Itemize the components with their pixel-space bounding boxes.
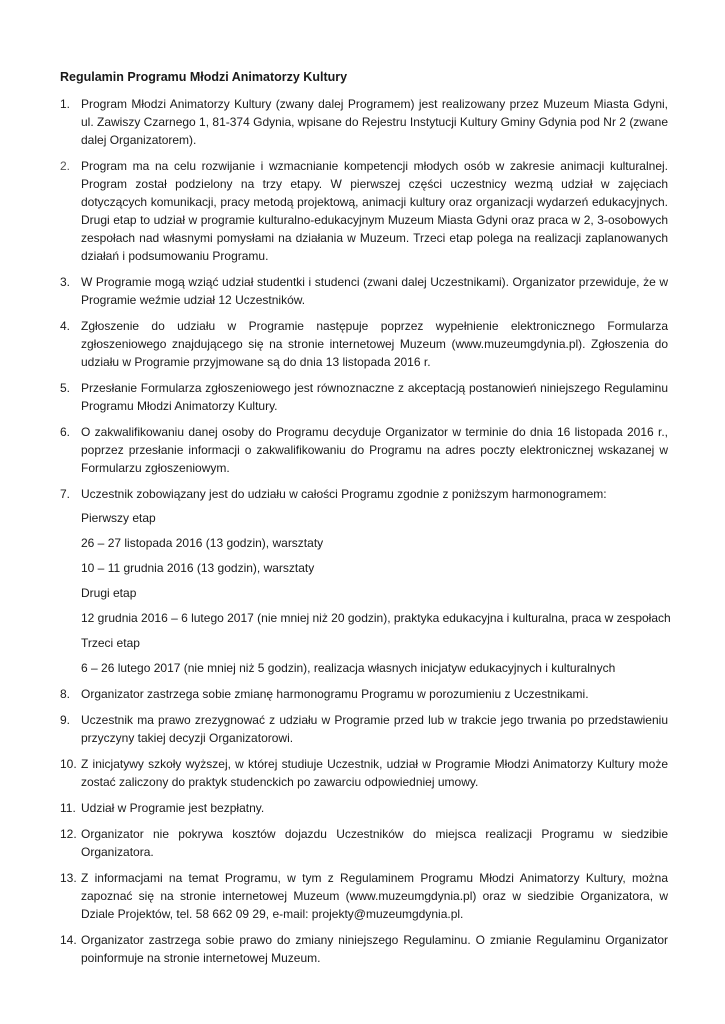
item-text: Z informacjami na temat Programu, w tym z Regulaminem Programu Młodzi Animatorzy Kultury, można zapoznać się na stronie internetowej Muzeum (www.muzeumgdynia.pl) oraz w siedzibie Organizatora, w Dziale Projektów, tel. 58 662 09 29, e-mail: projekty@muzeumgdynia.pl. [81, 871, 668, 921]
regulation-item [60, 423, 668, 477]
regulation-item [60, 273, 668, 309]
regulation-item [60, 931, 668, 967]
schedule-line: Drugi etap [81, 586, 137, 600]
item-text: Przesłanie Formularza zgłoszeniowego jest równoznaczne z akceptacją postanowień niniejszego Regulaminu Programu Młodzi Animatorzy Kultury. [81, 381, 668, 413]
item-text: Zgłoszenie do udziału w Programie następuje poprzez wypełnienie elektronicznego Formularza zgłoszeniowego znajdującego się na stronie internetowej Muzeum (www.muzeumgdynia.pl). Zgłoszenia do udziału w Programie przyjmowane są do dnia 13 listopada 2016 r. [81, 319, 668, 369]
item-number: 12. [60, 827, 77, 841]
schedule-line: 10 – 11 grudnia 2016 (13 godzin), warsztaty [81, 561, 315, 575]
schedule-line: 12 grudnia 2016 – 6 lutego 2017 (nie mniej niż 20 godzin), praktyka edukacyjna i kulturalna, praca w zespołach [81, 611, 671, 625]
item-text: Udział w Programie jest bezpłatny. [81, 801, 265, 815]
item-text: W Programie mogą wziąć udział studentki i studenci (zwani dalej Uczestnikami). Organizator przewiduje, że w Programie weźmie udział 12 Uczestników. [81, 275, 668, 307]
regulation-item [60, 317, 668, 371]
item-number: 8. [60, 687, 71, 701]
item-number: 3. [60, 275, 71, 289]
regulation-item [60, 711, 668, 747]
regulation-item [60, 485, 671, 677]
item-number: 2. [60, 159, 71, 173]
item-text: Organizator zastrzega sobie prawo do zmiany niniejszego Regulaminu. O zmianie Regulaminu Organizator poinformuje na stronie internetowej Muzeum. [81, 933, 668, 965]
item-text: Program ma na celu rozwijanie i wzmacnianie kompetencji młodych osób w zakresie animacji kulturalnej. Program został podzielony na trzy etapy. W pierwszej części uczestnicy wezmą udział w zajęciach dotyczących komunikacji, pracy metodą projektową, animacji kultury oraz organizacji wydarzeń edukacyjnych. Drugi etap to udział w programie kulturalno-edukacyjnym Muzeum Miasta Gdyni oraz praca w 2, 3-osobowych zespołach nad własnymi pomysłami na działania w Muzeum. Trzeci etap polega na realizacji zaplanowanych działań i podsumowaniu Programu. [81, 159, 668, 263]
document-title: Regulamin Programu Młodzi Animatorzy Kultury [60, 70, 348, 84]
regulation-item [60, 157, 668, 265]
schedule [81, 509, 671, 677]
regulation-item [60, 379, 668, 415]
item-text: Organizator zastrzega sobie zmianę harmonogramu Programu w porozumieniu z Uczestnikami. [81, 687, 589, 701]
item-number: 13. [60, 871, 77, 885]
item-text: Uczestnik ma prawo zrezygnować z udziału w Programie przed lub w trakcie jego trwania po przedstawieniu przyczyny takiej decyzji Organizatorowi. [81, 713, 668, 745]
item-number: 5. [60, 381, 71, 395]
schedule-line: Pierwszy etap [81, 511, 156, 525]
regulation-list [60, 95, 671, 975]
item-number: 10. [60, 757, 77, 771]
item-number: 1. [60, 97, 71, 111]
item-text: Z inicjatywy szkoły wyższej, w której studiuje Uczestnik, udział w Programie Młodzi Animatorzy Kultury może zostać zaliczony do praktyk studenckich po zawarciu odpowiedniej umowy. [81, 757, 668, 789]
schedule-line: 26 – 27 listopada 2016 (13 godzin), warsztaty [81, 536, 324, 550]
item-number: 14. [60, 933, 77, 947]
schedule-line: Trzeci etap [81, 636, 140, 650]
item-text: Uczestnik zobowiązany jest do udziału w całości Programu zgodnie z poniższym harmonogramem: [81, 487, 607, 501]
regulation-item [60, 869, 668, 923]
item-number: 11. [60, 801, 76, 815]
regulation-item [60, 95, 668, 149]
item-text: Program Młodzi Animatorzy Kultury (zwany dalej Programem) jest realizowany przez Muzeum Miasta Gdyni, ul. Zawiszy Czarnego 1, 81-374 Gdynia, wpisane do Rejestru Instytucji Kultury Gminy Gdynia pod Nr 2 (zwane dalej Organizatorem). [81, 97, 668, 147]
item-number: 7. [60, 487, 71, 501]
regulation-item [60, 799, 668, 817]
regulation-item [60, 825, 668, 861]
regulation-item [60, 755, 668, 791]
item-text: Organizator nie pokrywa kosztów dojazdu Uczestników do miejsca realizacji Programu w siedzibie Organizatora. [81, 827, 668, 859]
item-text: O zakwalifikowaniu danej osoby do Programu decyduje Organizator w terminie do dnia 16 listopada 2016 r., poprzez przesłanie informacji o zakwalifikowaniu do Programu na adres poczty elektronicznej wskazanej w Formularzu zgłoszeniowym. [81, 425, 668, 475]
item-number: 4. [60, 319, 71, 333]
item-number: 6. [60, 425, 71, 439]
schedule-line: 6 – 26 lutego 2017 (nie mniej niż 5 godzin), realizacja własnych inicjatyw edukacyjnych i kulturalnych [81, 661, 616, 675]
regulation-item [60, 685, 668, 703]
item-number: 9. [60, 713, 71, 727]
